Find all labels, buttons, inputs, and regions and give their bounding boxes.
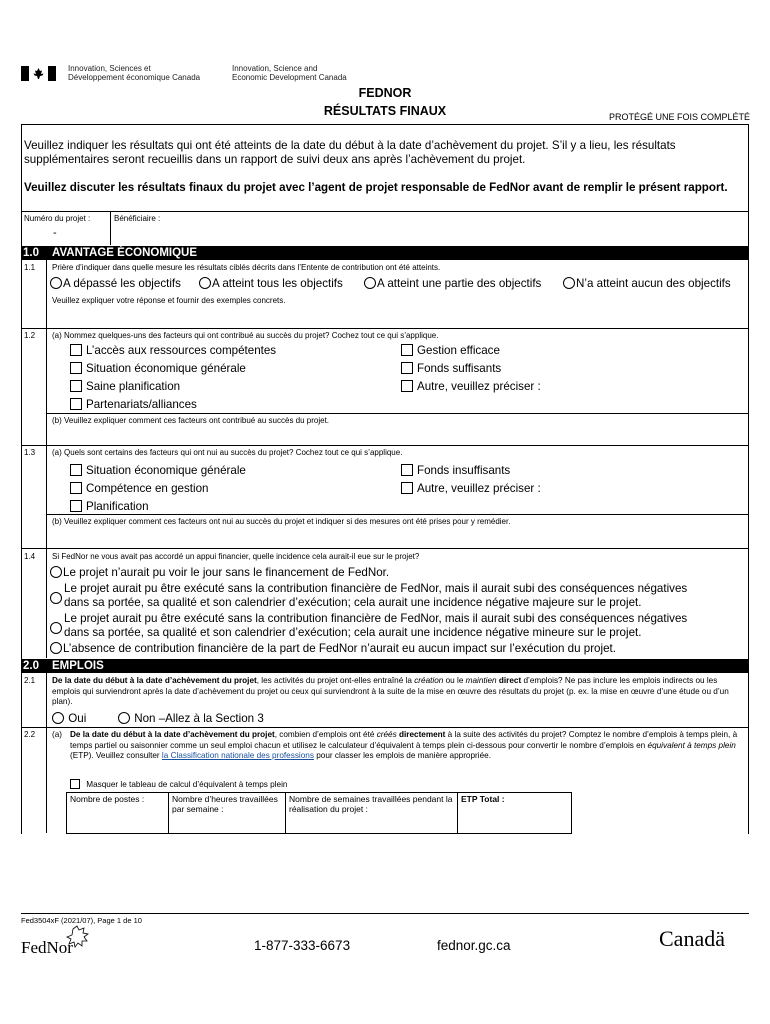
check-label: Masquer le tableau de calcul d’équivalent à temps plein — [86, 780, 288, 789]
divider — [46, 413, 749, 414]
check-partnerships[interactable] — [70, 398, 197, 412]
cell-label: Nombre de postes : — [70, 794, 145, 804]
divider — [46, 328, 47, 445]
divider — [46, 548, 47, 658]
option-impact-major[interactable] — [50, 589, 63, 607]
mask-fte-checkbox[interactable] — [70, 779, 287, 791]
option-yes[interactable] — [52, 712, 86, 726]
canada-flag-icon — [21, 66, 56, 81]
option-label: dans sa portée, sa qualité et son calendrier d’exécution; cela aurait une incidence négative majeure sur le projet. — [64, 596, 642, 609]
text: pour classer les emplois de manière appropriée. — [313, 751, 491, 760]
checkbox-icon[interactable] — [70, 464, 82, 476]
fte-col-positions[interactable] — [66, 792, 169, 834]
explain-field-1-3[interactable] — [50, 528, 746, 546]
section-2-header — [21, 659, 749, 673]
option-met-all[interactable] — [199, 277, 343, 291]
radio-icon[interactable] — [50, 592, 62, 604]
divider — [21, 211, 749, 212]
check-management-competence[interactable] — [70, 482, 208, 496]
form-id: Fed3504xF (2021/07), Page 1 de 10 — [21, 916, 142, 925]
website[interactable]: fednor.gc.ca — [437, 938, 511, 953]
divider — [21, 548, 749, 549]
option-no[interactable] — [118, 712, 264, 726]
dept-name-fr — [68, 64, 200, 82]
question-number: 2.2 — [24, 730, 36, 739]
dept-fr-line1: Innovation, Sciences et — [68, 64, 151, 73]
question-number: 2.1 — [24, 676, 36, 685]
check-label: Situation économique générale — [86, 464, 246, 477]
text-bold: directement — [396, 730, 446, 739]
divider — [110, 211, 111, 245]
text-bold: De la date du début à la date d’achèvement du projet — [70, 730, 275, 739]
phone-number: 1-877-333-6673 — [254, 938, 351, 953]
fte-col-total[interactable] — [457, 792, 572, 834]
intro-instruction: Veuillez discuter les résultats finaux du projet avec l’agent de projet responsable de FedNor avant de remplir le présent rapport. — [24, 181, 728, 194]
beneficiary-field[interactable] — [115, 224, 745, 242]
checkbox-icon[interactable] — [70, 344, 82, 356]
question-prefix: (a) — [52, 730, 63, 739]
radio-icon[interactable] — [199, 277, 211, 289]
fte-col-weeks[interactable] — [285, 792, 458, 834]
checkbox-icon[interactable] — [401, 380, 413, 392]
question-2-2a — [70, 730, 746, 762]
text-italic: équivalent à temps plein — [647, 740, 736, 750]
divider — [21, 328, 749, 329]
section-title: EMPLOIS — [52, 660, 104, 672]
text: , combien d’emplois ont été — [274, 730, 377, 739]
fte-col-hours[interactable] — [168, 792, 286, 834]
check-economic-situation-2[interactable] — [70, 464, 246, 478]
option-label: Le projet aurait pu être exécuté sans la contribution financière de FedNor, mais il aurait subi des conséquences négatives — [64, 582, 688, 595]
radio-icon[interactable] — [50, 277, 62, 289]
project-number-label: Numéro du projet : — [24, 214, 91, 223]
check-label: Autre, veuillez préciser : — [417, 482, 541, 495]
radio-icon[interactable] — [52, 712, 64, 724]
explain-label: Veuillez expliquer votre réponse et fournir des exemples concrets. — [52, 296, 286, 305]
checkbox-icon[interactable] — [401, 482, 413, 494]
question-number: 1.1 — [24, 263, 36, 272]
project-number-field[interactable]: - — [53, 227, 57, 239]
radio-icon[interactable] — [50, 642, 62, 654]
footer-divider — [21, 913, 749, 914]
option-label: Le projet aurait pu être exécuté sans la contribution financière de FedNor, mais il aurait subi des conséquences négatives — [64, 612, 688, 625]
text-italic: créés — [376, 730, 397, 739]
option-label: A atteint une partie des objectifs — [377, 277, 542, 290]
question-number: 1.3 — [24, 448, 36, 457]
protected-label: PROTÉGÉ UNE FOIS COMPLÉTÉ — [608, 112, 750, 122]
option-met-some[interactable] — [364, 277, 541, 291]
cell-label: Nombre d’heures travaillées par semaine : — [172, 794, 278, 814]
option-label: dans sa portée, sa qualité et son calendrier d’exécution; cela aurait une incidence négative mineure sur le projet. — [64, 626, 642, 639]
checkbox-icon[interactable] — [70, 482, 82, 494]
radio-icon[interactable] — [50, 566, 62, 578]
section-number: 2.0 — [23, 660, 39, 672]
check-planning[interactable] — [70, 380, 180, 394]
dept-name-en — [232, 64, 347, 82]
question-1-3a: (a) Quels sont certains des facteurs qui ont nui au succès du projet? Cochez tout ce qui s’applique. — [52, 448, 403, 457]
option-impact-none-possible[interactable] — [50, 566, 389, 580]
section-number: 1.0 — [23, 247, 39, 259]
dept-en-line2: Economic Development Canada — [232, 73, 347, 82]
text-bold: direct — [496, 676, 522, 685]
question-1-2a: (a) Nommez quelques-uns des facteurs qui ont contribué au succès du projet? Cochez tout ce qui s’applique. — [52, 331, 439, 340]
section-title: AVANTAGE ÉCONOMIQUE — [52, 247, 198, 259]
radio-icon[interactable] — [118, 712, 130, 724]
option-met-none[interactable] — [563, 277, 731, 291]
check-management[interactable] — [401, 344, 500, 358]
beneficiary-label: Bénéficiaire : — [114, 214, 161, 223]
option-impact-minor[interactable] — [50, 619, 63, 637]
divider — [46, 514, 749, 515]
text: d’emplois? Ne pas inclure les emplois indirects ou les emplois qui surviendront après la date d’achèvement du projet ou ceux qui surviendront à la suite de la mise en œuvre des résultats du projet (p. ex. la mise en œuvre d’une étude ou d’un plan). — [52, 676, 729, 706]
text-bold: De la date du début à la date d’achèvement du projet — [52, 676, 257, 685]
form-title-2: RÉSULTATS FINAUX — [323, 104, 447, 118]
checkbox-icon[interactable] — [70, 500, 82, 512]
option-label: Non –Allez à la Section 3 — [134, 712, 264, 725]
question-1-3b: (b) Veuillez expliquer comment ces facteurs ont nui au succès du projet et indiquer si des mesures ont été prises pour y remédier. — [52, 517, 511, 526]
cell-label: Nombre de semaines travaillées pendant la réalisation du projet : — [289, 794, 453, 814]
check-label: Situation économique générale — [86, 362, 246, 375]
text: , les activités du projet ont-elles entraîné la — [256, 676, 415, 685]
option-label: L’absence de contribution financière de la part de FedNor n’aurait eu aucun impact sur l’exécution du projet. — [63, 642, 616, 655]
radio-icon[interactable] — [50, 622, 62, 634]
check-insufficient-funds[interactable] — [401, 464, 510, 478]
option-label: N’a atteint aucun des objectifs — [576, 277, 731, 290]
text: à la suite des activités du projet? Comptez le nombre d’emplois à temps plein, à temps partiel ou saisonnier comme un seul emploi chacun et utilisez le calculateur d’équivalent à temps plein ci-dessous pour convertir le nombre d’emplois en — [70, 730, 738, 750]
fednor-logo-icon — [21, 925, 101, 959]
option-label: Le projet n’aurait pu voir le jour sans le financement de FedNor. — [63, 566, 390, 579]
text: ou le — [443, 676, 466, 685]
question-number: 1.2 — [24, 331, 36, 340]
dept-en-line1: Innovation, Science and — [232, 64, 318, 73]
divider — [46, 673, 47, 833]
checkbox-icon[interactable] — [70, 380, 82, 392]
option-exceeded[interactable] — [50, 277, 181, 291]
check-label: Partenariats/alliances — [86, 398, 197, 411]
text-italic: maintien — [465, 676, 497, 685]
option-impact-none[interactable] — [50, 642, 616, 656]
check-label: L’accès aux ressources compétentes — [86, 344, 277, 357]
question-number: 1.4 — [24, 552, 36, 561]
checkbox-icon[interactable] — [70, 362, 82, 374]
checkbox-icon[interactable] — [401, 362, 413, 374]
dept-fr-line2: Développement économique Canada — [68, 73, 201, 82]
checkbox-icon[interactable] — [70, 398, 82, 410]
section-1-header — [21, 246, 749, 260]
divider — [46, 445, 47, 548]
check-other-2[interactable] — [401, 482, 541, 496]
question-1-1: Prière d’indiquer dans quelle mesure les résultats ciblés décrits dans l’Entente de contribution ont été atteints. — [52, 263, 441, 272]
explain-field-1-1[interactable] — [50, 306, 746, 326]
check-access-resources[interactable] — [70, 344, 276, 358]
check-label: Fonds suffisants — [417, 362, 502, 375]
intro-paragraph: Veuillez indiquer les résultats qui ont été atteints de la date du début à la date d’achèvement du projet. S’il y a lieu, les résultats supplémentaires seront recueillis dans un rapport de suivi deux ans après l’achèvement du projet. — [24, 139, 676, 166]
check-economic-situation[interactable] — [70, 362, 246, 376]
check-planning-2[interactable] — [70, 500, 149, 514]
check-other[interactable] — [401, 380, 541, 394]
checkbox-icon[interactable] — [401, 344, 413, 356]
text-italic: création — [414, 676, 444, 685]
canada-wordmark: Canadä — [659, 926, 725, 951]
check-label: Autre, veuillez préciser : — [417, 380, 541, 393]
divider — [46, 260, 47, 328]
noc-link[interactable]: la Classification nationale des professions — [161, 751, 314, 760]
divider — [21, 727, 749, 728]
option-label: A atteint tous les objectifs — [212, 277, 343, 290]
cell-label: ETP Total : — [461, 794, 505, 804]
check-label: Planification — [86, 500, 149, 513]
text: (ETP). Veuillez consulter — [70, 751, 162, 760]
check-sufficient-funds[interactable] — [401, 362, 501, 376]
explain-field-1-2[interactable] — [50, 427, 746, 443]
logo-text: FedNor — [21, 938, 73, 957]
option-label: Oui — [68, 712, 87, 725]
form-title-1: FEDNOR — [358, 86, 412, 100]
option-label: A dépassé les objectifs — [63, 277, 181, 290]
check-label: Fonds insuffisants — [417, 464, 511, 477]
check-label: Saine planification — [86, 380, 181, 393]
check-label: Compétence en gestion — [86, 482, 209, 495]
radio-icon[interactable] — [364, 277, 376, 289]
check-label: Gestion efficace — [417, 344, 500, 357]
checkbox-icon[interactable] — [401, 464, 413, 476]
divider — [21, 445, 749, 446]
question-2-1 — [52, 676, 746, 708]
question-1-2b: (b) Veuillez expliquer comment ces facteurs ont contribué au succès du projet. — [52, 416, 330, 425]
question-1-4: Si FedNor ne vous avait pas accordé un appui financier, quelle incidence cela aurait-il eue sur le projet? — [52, 552, 420, 561]
radio-icon[interactable] — [563, 277, 575, 289]
checkbox-icon[interactable] — [70, 779, 80, 789]
fednor-logo — [21, 925, 101, 964]
